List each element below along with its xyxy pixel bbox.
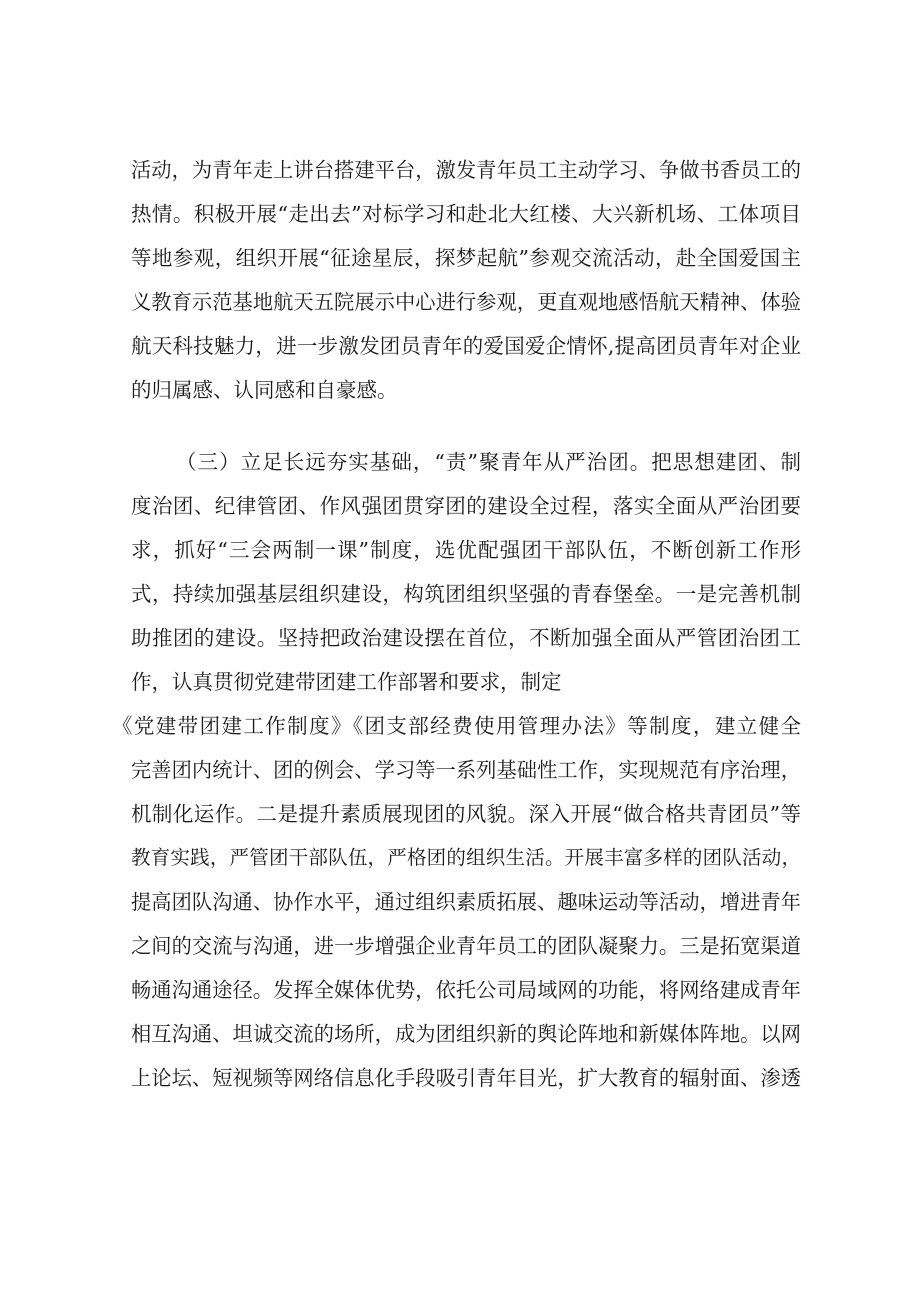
text-line: 《党建带团建工作制度》《团支部经费使用管理办法》等制度，建立健全 [112,714,801,738]
text-line: 完善团内统计、团的例会、学习等一系列基础性工作，实现规范有序治理， [131,758,801,782]
text-line: 作，认真贯彻党建带团建工作部署和要求，制定 [131,670,562,694]
text-line: 之间的交流与沟通，进一步增强企业青年员工的团队凝聚力。三是拓宽渠道 [131,934,801,958]
text-line: 义教育示范基地航天五院展示中心进行参观，更直观地感悟航天精神、体验 [131,290,801,314]
text-line: 度治团、纪律管团、作风强团贯穿团的建设全过程，落实全面从严治团要 [131,494,801,518]
text-line: 活动，为青年走上讲台搭建平台，激发青年员工主动学习、争做书香员工的 [131,158,801,182]
text-line: 畅通沟通途径。发挥全媒体优势，依托公司局域网的功能，将网络建成青年 [131,978,801,1002]
text-line: 提高团队沟通、协作水平，通过组织素质拓展、趣味运动等活动，增进青年 [131,890,801,914]
text-line: 式，持续加强基层组织建设，构筑团组织坚强的青春堡垒。一是完善机制 [131,582,801,606]
text-line: 航天科技魅力，进一步激发团员青年的爱国爱企情怀,提高团员青年对企业 [131,334,801,358]
text-line: 相互沟通、坦诚交流的场所，成为团组织新的舆论阵地和新媒体阵地。以网 [131,1022,801,1046]
text-line: 机制化运作。二是提升素质展现团的风貌。深入开展“做合格共青团员”等 [131,802,801,826]
text-line: 上论坛、短视频等网络信息化手段吸引青年目光，扩大教育的辐射面、渗透 [131,1066,801,1090]
section-heading-line: （三）立足长远夯实基础，“责”聚青年从严治团。把思想建团、制 [176,450,801,474]
text-line: 助推团的建设。坚持把政治建设摆在首位，不断加强全面从严管团治团工 [131,626,801,650]
text-line: 热情。积极开展“走出去”对标学习和赴北大红楼、大兴新机场、工体项目 [131,202,801,226]
text-line: 的归属感、认同感和自豪感。 [131,378,398,402]
text-line: 教育实践，严管团干部队伍，严格团的组织生活。开展丰富多样的团队活动， [131,846,801,869]
text-line: 求，抓好“三会两制一课”制度，选优配强团干部队伍，不断创新工作形 [131,538,801,562]
text-line: 等地参观，组织开展“征途星辰，探梦起航”参观交流活动，赴全国爱国主 [131,246,801,270]
